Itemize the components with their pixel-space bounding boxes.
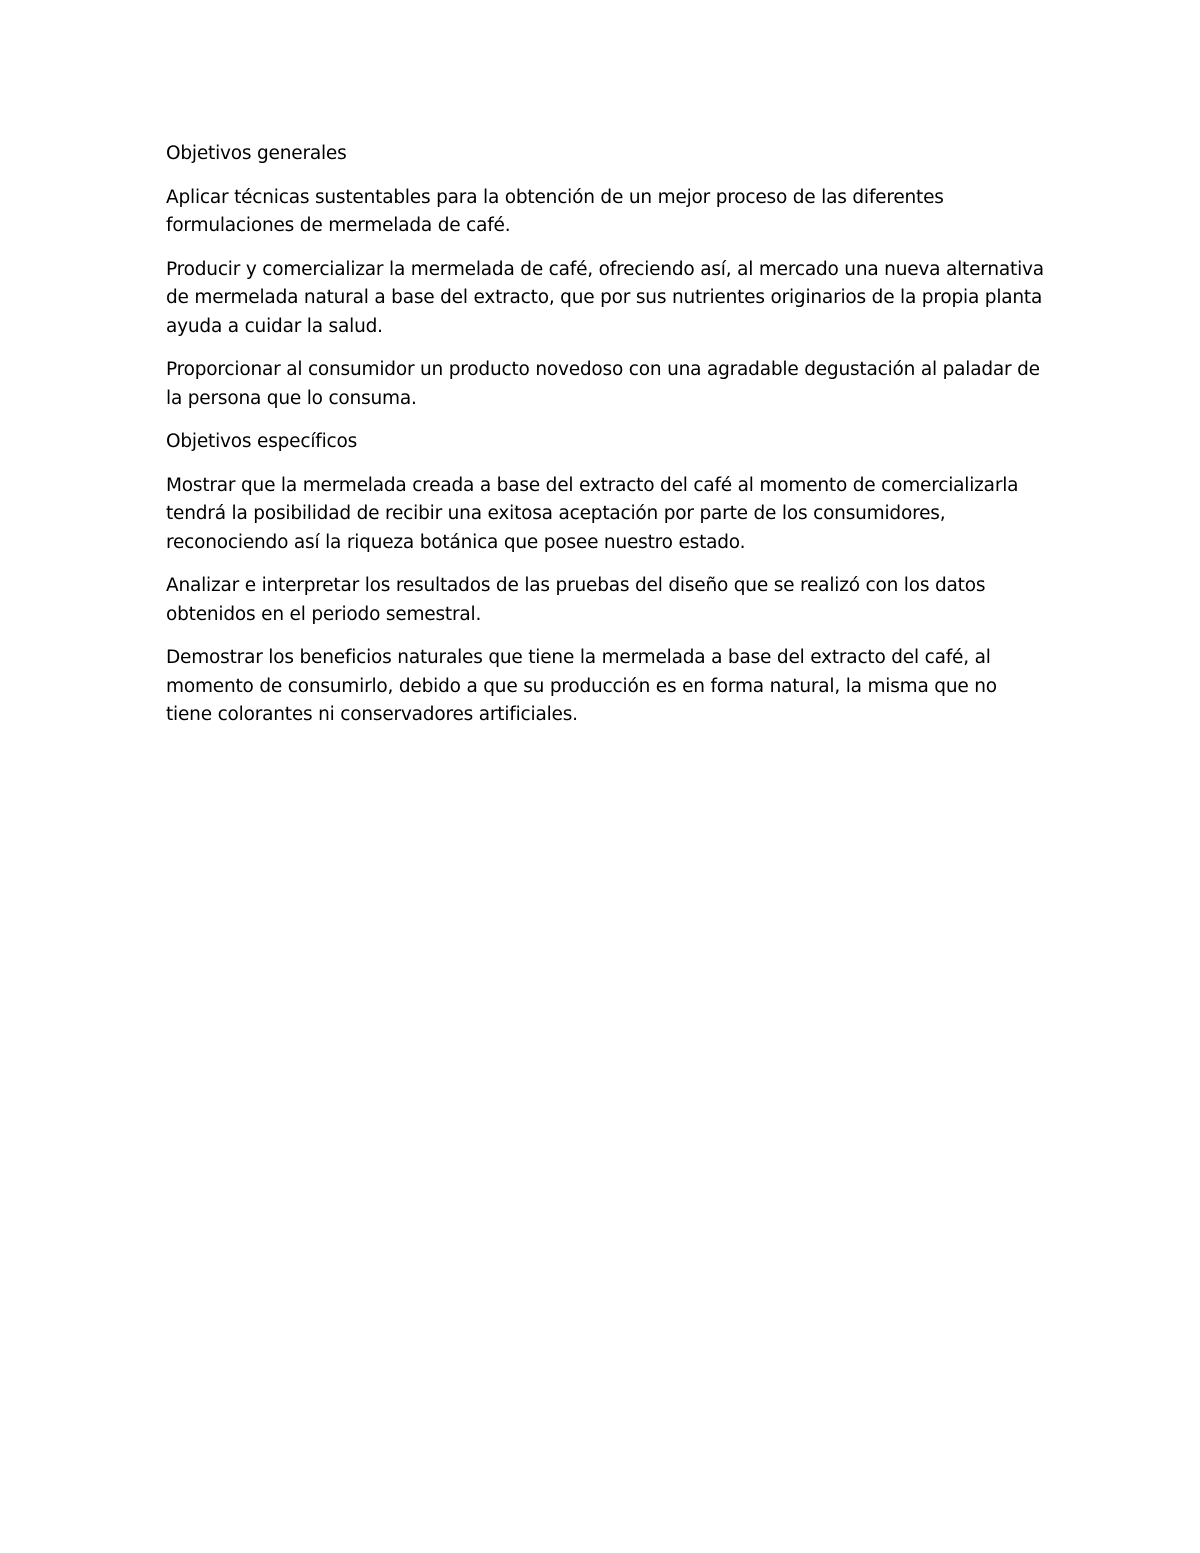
general-objective-3: Proporcionar al consumidor un producto novedoso con una agradable degustación al paladar de la persona que lo consuma. (166, 359, 1040, 409)
document-body (166, 140, 1046, 745)
specific-objective-2: Analizar e interpretar los resultados de las pruebas del diseño que se realizó con los datos obtenidos en el periodo semestral. (166, 575, 986, 625)
general-objective-2: Producir y comercializar la mermelada de café, ofreciendo así, al mercado una nueva alternativa de mermelada natural a base del extracto, que por sus nutrientes originarios de la propia planta ayuda a cuidar la salud. (166, 258, 1044, 337)
specific-objective-3: Demostrar los beneficios naturales que tiene la mermelada a base del extracto del café, al momento de consumirlo, debido a que su producción es en forma natural, la misma que no tiene colorantes ni conservadores artificiales. (166, 647, 997, 725)
general-objective-1: Aplicar técnicas sustentables para la obtención de un mejor proceso de las diferentes formulaciones de mermelada de café. (166, 186, 944, 236)
heading-specific-objectives: Objetivos específicos (166, 431, 358, 452)
heading-general-objectives: Objetivos generales (166, 143, 347, 164)
specific-objective-1: Mostrar que la mermelada creada a base del extracto del café al momento de comercializarla tendrá la posibilidad de recibir una exitosa aceptación por parte de los consumidores, reconociendo así la riqueza botánica que posee nuestro estado. (166, 474, 1019, 553)
